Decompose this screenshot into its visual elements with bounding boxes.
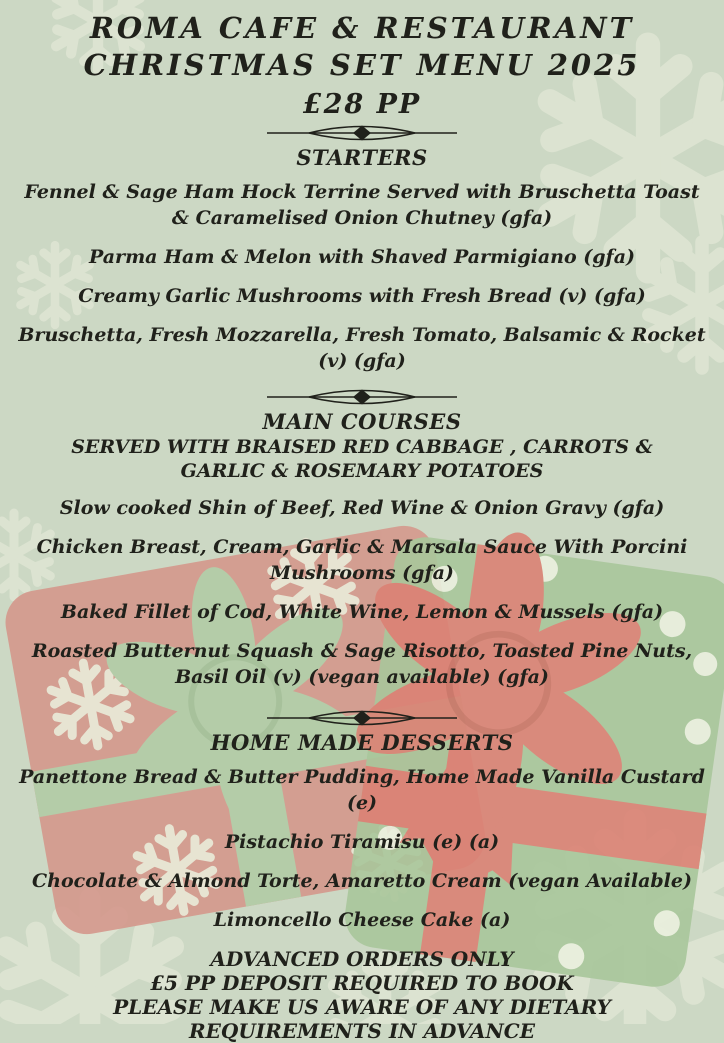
section-subheading: SERVED WITH BRAISED RED CABBAGE , CARROTS & GARLIC & ROSEMARY POTATOES [71,436,653,482]
menu-item: Creamy Garlic Mushrooms with Fresh Bread (v) (gfa) [78,285,646,307]
menu-item: Pistachio Tiramisu (e) (a) [224,831,500,853]
section-desserts [0,730,724,933]
menu-header [0,10,724,121]
menu-item: Chocolate & Almond Torte, Amaretto Cream (vegan Available) [32,870,692,892]
section-main-courses [0,409,724,690]
menu-item: Roasted Butternut Squash & Sage Risotto, Toasted Pine Nuts, Basil Oil (v) (vegan available) (gfa) [31,640,693,688]
menu-item: Parma Ham & Melon with Shaved Parmigiano (gfa) [88,246,636,268]
restaurant-name: ROMA CAFE & RESTAURANT [89,11,635,45]
section-heading: STARTERS [296,145,428,170]
menu-item: Chicken Breast, Cream, Garlic & Marsala Sauce With Porcini Mushrooms (gfa) [36,536,688,584]
menu-price: £28 PP [302,89,422,120]
footer-orders-note: ADVANCED ORDERS ONLY [210,947,514,971]
section-starters [0,145,724,374]
menu-footer [52,947,672,1043]
menu-item: Fennel & Sage Ham Hock Terrine Served with Bruschetta Toast & Caramelised Onion Chutney (gfa) [24,181,700,229]
section-heading: HOME MADE DESSERTS [210,730,514,755]
divider-ornament-icon [267,123,457,143]
footer-dietary-note: PLEASE MAKE US AWARE OF ANY DIETARY REQUIREMENTS IN ADVANCE [113,995,611,1043]
page-title [0,10,724,84]
footer-deposit-note: £5 PP DEPOSIT REQUIRED TO BOOK [150,971,574,995]
divider-ornament-icon [267,708,457,728]
menu-item: Limoncello Cheese Cake (a) [213,909,511,931]
menu-title: CHRISTMAS SET MENU 2025 [83,48,641,82]
menu-item: Baked Fillet of Cod, White Wine, Lemon & Mussels (gfa) [60,601,664,623]
menu-item: Panettone Bread & Butter Pudding, Home Made Vanilla Custard (e) [19,766,705,814]
menu-item: Bruschetta, Fresh Mozzarella, Fresh Tomato, Balsamic & Rocket (v) (gfa) [18,324,706,372]
divider-ornament-icon [267,387,457,407]
section-heading: MAIN COURSES [262,409,462,434]
menu-item: Slow cooked Shin of Beef, Red Wine & Onion Gravy (gfa) [59,497,665,519]
